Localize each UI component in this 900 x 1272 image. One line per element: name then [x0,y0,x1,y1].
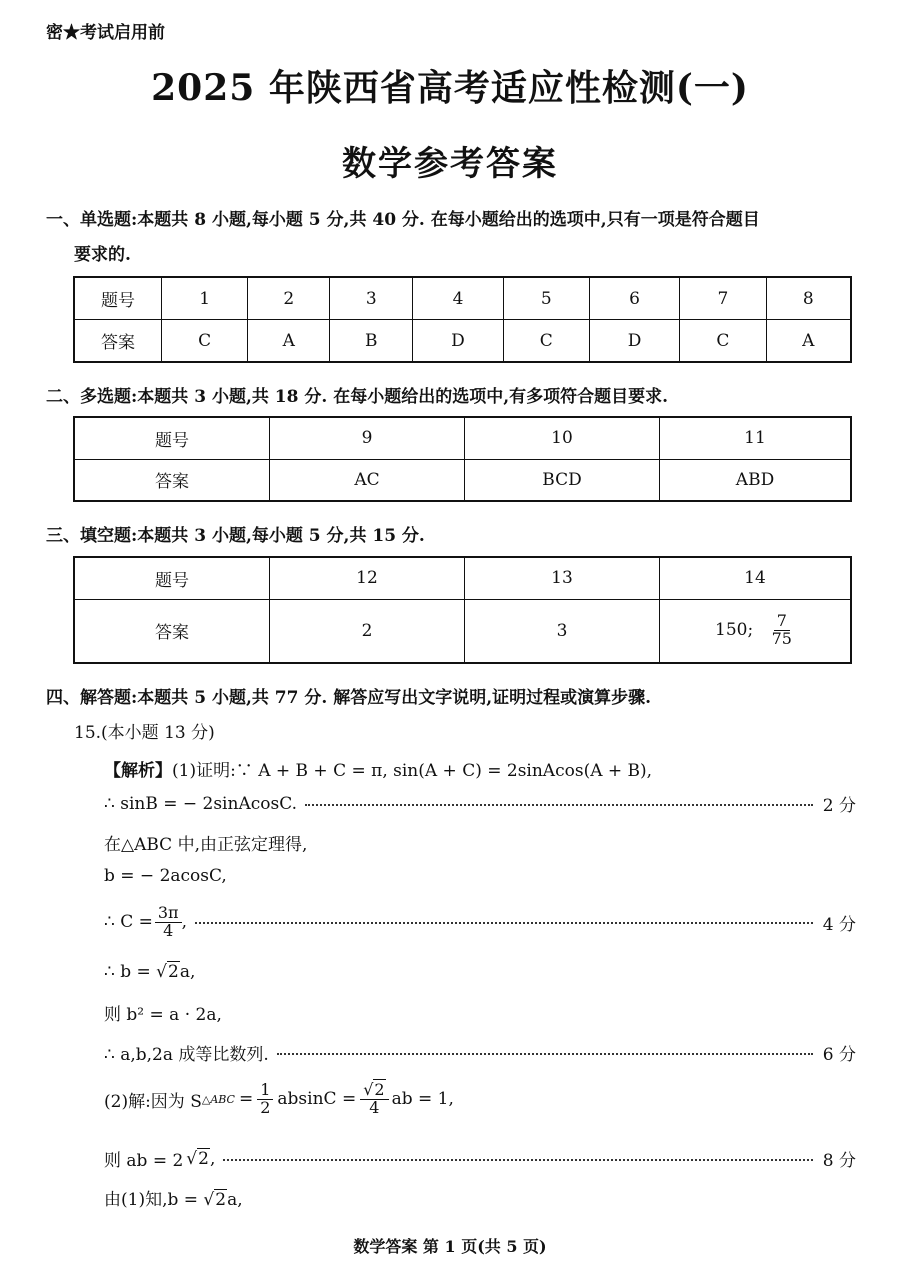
section4-heading: 四、解答题:本题共 5 小题,共 77 分. 解答应写出文字说明,证明过程或演算步骤. [46,688,652,708]
table-row [74,599,851,663]
fraction-denominator: 4 [163,920,174,940]
row-label: 答案 [74,459,270,501]
table-cell: ABD [660,459,852,501]
solution-line-1 [104,756,652,781]
row-label: 答案 [74,320,162,363]
table-cell: D [589,320,679,363]
table-cell: 4 [413,277,503,320]
dot-leader [195,922,813,924]
table-cell: 3 [465,599,660,663]
solution-text: 则 ab = 2 [104,1151,184,1171]
sqrt-symbol: √2 [203,1190,227,1210]
fraction [155,902,182,940]
solution-text: ∴ a,b,2a 成等比数列. [104,1045,269,1065]
table-cell: 2 [248,277,330,320]
solution-line-2 [104,791,856,816]
confidential-label: 密★考试启用前 [46,23,165,43]
table-cell: 12 [270,557,465,599]
table-cell: 13 [465,557,660,599]
solution-text: , [181,912,187,932]
dot-leader [223,1159,812,1161]
solution-text: = [238,1089,254,1110]
table-row [74,459,851,501]
table-row [74,320,851,363]
solution-line-11 [104,1185,243,1210]
table-cell: C [680,320,766,363]
solution-text: ab = 1, [391,1089,454,1110]
answer14-value: 150; [715,620,754,641]
fraction-denominator: 4 [369,1097,380,1117]
table-cell-14 [660,599,852,663]
table-cell: C [503,320,589,363]
table-cell: 9 [270,417,465,459]
table-cell: BCD [465,459,660,501]
radicand: 2 [198,1148,209,1169]
subscript: △ABC [201,1092,235,1106]
solution-text: a, [227,1190,243,1210]
dot-leader [277,1053,813,1055]
sqrt-symbol: √2 [186,1148,209,1169]
solution-text: (1)证明:∵ A + B + C = π, sin(A + C) = 2sinAcos(A + B), [172,761,653,781]
table-cell: 8 [766,277,851,320]
fraction [360,1082,388,1117]
fraction-numerator: 1 [257,1082,273,1100]
row-label: 题号 [74,417,270,459]
solution-line-8 [104,1040,856,1065]
solution-line-9 [104,1082,454,1117]
solution-text: ∴ C = [104,912,153,932]
table-cell: 11 [660,417,852,459]
section2-answer-table [73,416,852,502]
solution-text: (2)解:因为 S [104,1091,202,1112]
solution-line-3: 在△ABC 中,由正弦定理得, [104,835,308,855]
fraction [257,1082,273,1117]
radicand: 2 [374,1080,385,1099]
radicand: 2 [215,1190,227,1210]
page-footer: 数学答案 第 1 页(共 5 页) [353,1237,547,1256]
answer14-fraction [769,613,795,648]
solution-text: ∴ sinB = − 2sinAcosC. [104,793,298,814]
section1-line2: 要求的. [74,245,131,265]
score-label: 4 分 [822,914,856,935]
section3-heading: 三、填空题:本题共 3 小题,每小题 5 分,共 15 分. [46,526,425,546]
fraction-numerator: 3π [155,905,182,923]
analysis-bracket: 【解析】 [104,761,172,781]
table-cell: 6 [589,277,679,320]
fraction-numerator: 7 [774,613,790,631]
row-label: 题号 [74,557,270,599]
dot-leader [305,804,813,806]
table-row [74,277,851,320]
solution-line-5 [104,902,856,942]
table-cell: 1 [162,277,248,320]
solution-line-4: b = − 2acosC, [104,866,227,886]
table-row [74,417,851,459]
sqrt-symbol: √2 [156,962,179,982]
score-label: 8 分 [822,1151,856,1171]
section1-heading [46,205,866,265]
table-row [74,557,851,599]
row-label: 答案 [74,599,270,663]
table-cell: 7 [680,277,766,320]
table-cell: 10 [465,417,660,459]
solution-text: a, [179,962,196,982]
section3-answer-table [73,556,852,664]
table-cell: A [766,320,851,363]
solution-line-6 [104,962,195,982]
table-cell: 5 [503,277,589,320]
table-cell: 2 [270,599,465,663]
answer-key-title: 数学参考答案 [342,144,558,184]
section2-heading: 二、多选题:本题共 3 小题,共 18 分. 在每小题给出的选项中,有多项符合题目要求. [46,387,669,407]
solution-line-10 [104,1146,856,1171]
row-label: 题号 [74,277,162,320]
solution-text: 由(1)知,b = [104,1190,199,1210]
section1-line1: 一、单选题:本题共 8 小题,每小题 5 分,共 40 分. 在每小题给出的选项中,只有一项是符合题目 [46,210,760,230]
radicand: 2 [168,962,179,982]
score-label: 6 分 [822,1045,856,1065]
table-cell: AC [270,459,465,501]
solution-text: absinC = [277,1089,357,1110]
solution-line-7: 则 b² = a · 2a, [104,1005,222,1025]
table-cell: 3 [330,277,413,320]
fraction-denominator: 2 [260,1097,271,1117]
question15-heading: 15.(本小题 13 分) [74,723,215,743]
table-cell: 14 [660,557,852,599]
table-cell: A [248,320,330,363]
fraction-numerator: √2 [360,1082,388,1100]
table-cell: D [413,320,503,363]
score-label: 2 分 [822,796,856,816]
table-cell: B [330,320,413,363]
solution-text: ∴ b = [104,962,151,982]
exam-title: 2025 年陕西省高考适应性检测(一) [151,67,749,109]
section1-answer-table [73,276,852,363]
solution-text: , [209,1148,216,1169]
fraction-denominator: 75 [771,629,792,649]
table-cell: C [162,320,248,363]
